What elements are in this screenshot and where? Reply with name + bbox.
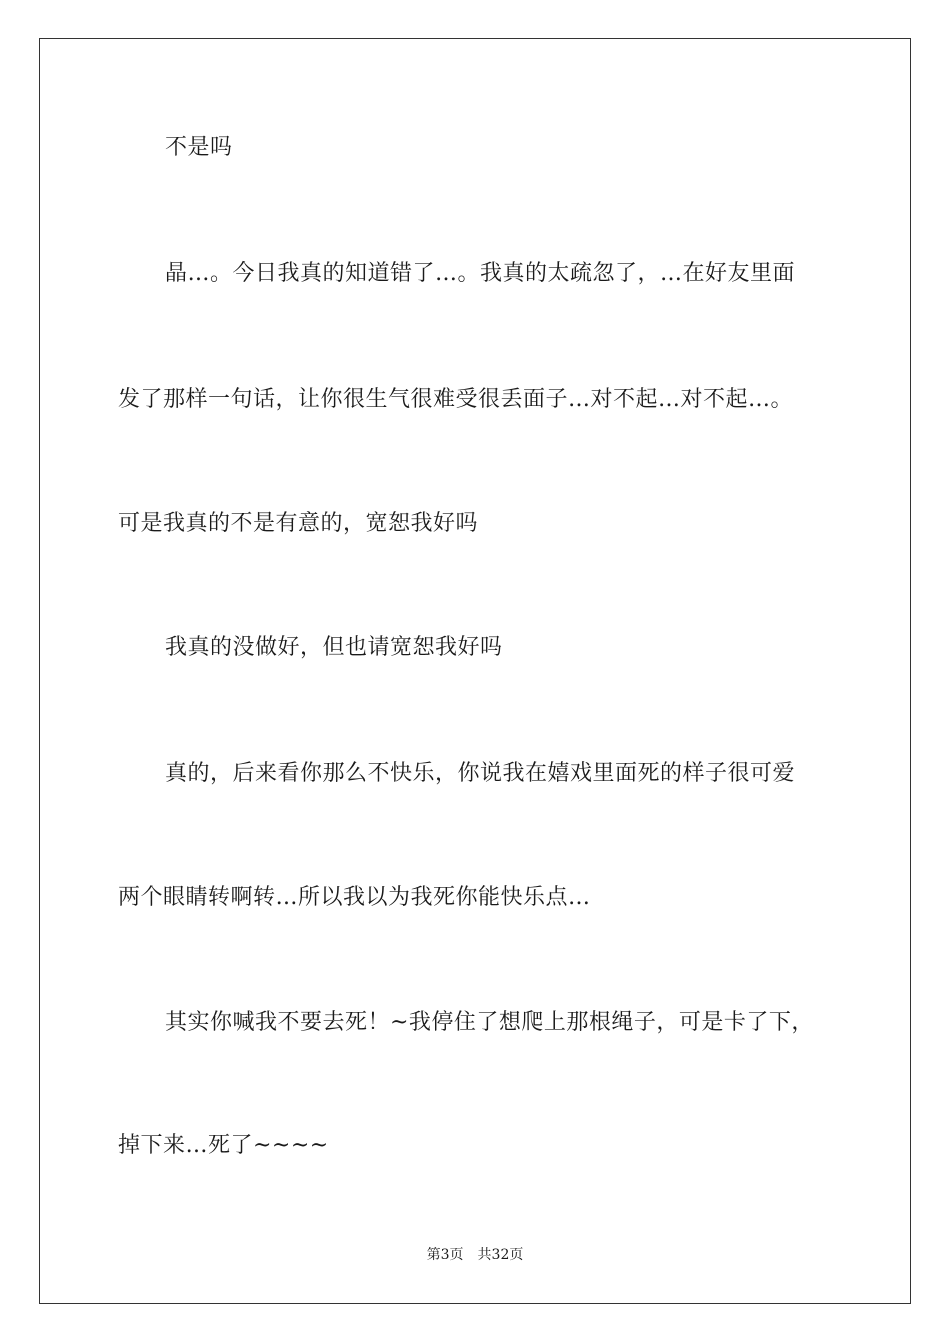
paragraph-line: 发了那样一句话，让你很生气很难受很丢面子…对不起…对不起…。 xyxy=(118,387,794,412)
page-footer xyxy=(0,1245,950,1265)
page-number: 第3页 xyxy=(426,1247,464,1263)
paragraph-line: 真的，后来看你那么不快乐，你说我在嬉戏里面死的样子很可爱 xyxy=(165,761,796,786)
paragraph-line: 掉下来…死了~~~~ xyxy=(118,1133,329,1158)
page-total: 共32页 xyxy=(477,1247,524,1263)
paragraph-line: 两个眼睛转啊转…所以我以为我死你能快乐点… xyxy=(118,885,591,910)
page-border xyxy=(39,38,911,1304)
paragraph-line: 可是我真的不是有意的，宽恕我好吗 xyxy=(118,511,479,536)
paragraph-line: 其实你喊我不要去死！~我停住了想爬上那根绳子，可是卡了下， xyxy=(165,1010,814,1035)
paragraph-line: 我真的没做好，但也请宽恕我好吗 xyxy=(165,635,503,660)
paragraph-line: 不是吗 xyxy=(165,135,233,160)
paragraph-line: 晶…。今日我真的知道错了…。我真的太疏忽了，…在好友里面 xyxy=(165,261,796,286)
